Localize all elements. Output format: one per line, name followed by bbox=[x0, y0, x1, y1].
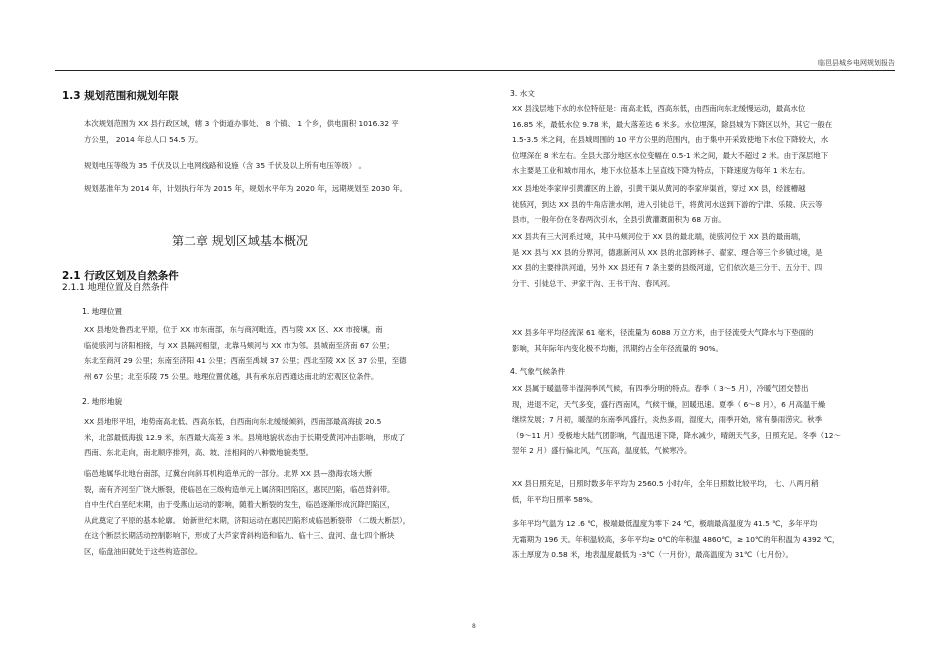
text-line: 是 XX 县与 XX 县的分界河，德惠新河从 XX 县的北部跨林子、翟家、理合等三个乡镇过境，是 bbox=[512, 247, 823, 257]
text-line: 规划基准年为 2014 年，计划执行年为 2015 年，规划水平年为 2020 年，远期规划至 2030 年。 bbox=[84, 184, 408, 193]
text-line: 多年平均气温为 12 .6 ℃，极端最低温度为零下 24 ℃，极端最高温度为 41.5 ℃，多年平均 bbox=[512, 519, 818, 528]
text-line: 徒骇河，到达 XX 县的牛角店泄水闸，进入引徒总干，将黄河水送到下游的宁津、乐陵、庆云等 bbox=[512, 199, 823, 209]
climate-title: 4. 气象气候条件 bbox=[510, 367, 566, 376]
section-1-3-heading: 1.3 规划范围和规划年限 bbox=[62, 90, 179, 102]
text-line: 翌年 2 月）盛行偏北风，气压高，温度低，气候寒冷。 bbox=[512, 446, 692, 456]
text-line: 分干、引徒总干、尹家干沟、王书干沟、春风河。 bbox=[512, 278, 675, 288]
section-2-1-1-heading: 2.1.1 地理位置及自然条件 bbox=[62, 283, 169, 293]
climate-paragraph-1 bbox=[490, 381, 841, 459]
text-line: 无霜期为 196 天。年积温较高，多年平均≥ 0℃的年积温 4860℃，≥ 10℃的年积温为 4392 ℃， bbox=[512, 534, 840, 544]
running-header: 临邑县城乡电网规划报告 bbox=[818, 59, 895, 67]
text-line: 低，年平均日照率 58%。 bbox=[512, 494, 598, 504]
text-line: XX 县共有三大河系过境，其中马颊河位于 XX 县的最北端，徒骇河位于 XX 县的最南端， bbox=[512, 232, 806, 241]
header-rule bbox=[55, 70, 895, 71]
geo-location-paragraph bbox=[62, 322, 407, 384]
text-line: （9～11 月）受极地大陆气团影响，气温迅速下降，降水减少，晴朗天气多，日照充足。冬季（12～ bbox=[512, 430, 841, 440]
topography-paragraph bbox=[62, 414, 405, 461]
text-line: 继续发展；7 月初，暖湿的东南季风盛行，炎热多雨，湿度大，雨季开始，常有暴雨涝灾。秋季 bbox=[512, 415, 823, 425]
text-line: XX 县地处李家岸引黄灌区的上游，引黄干渠从黄河的李家岸渠首，穿过 XX 县，经渡槽越 bbox=[512, 184, 806, 193]
hydrology-title: 3. 水文 bbox=[510, 89, 535, 98]
text-line: 在这个断层长期活动控制影响下，形成了大芦家背斜构造和临九、临十三、盘河、盘七四个断块 bbox=[84, 531, 395, 541]
geo-location-title: 1. 地理位置 bbox=[82, 307, 123, 316]
sunshine-paragraph bbox=[490, 476, 819, 507]
chapter-2-title: 第二章 规划区域基本概况 bbox=[172, 234, 308, 248]
tectonics-paragraph bbox=[62, 466, 410, 560]
hydrology-paragraph-3 bbox=[490, 229, 823, 291]
text-line: 方公里， 2014 年总人口 54.5 万。 bbox=[84, 134, 203, 144]
temperature-paragraph bbox=[490, 516, 839, 563]
text-line: XX 县地形平坦，地势南高北低、西高东低，自西南向东北缓缓倾斜，西南部最高海拔 20.5 bbox=[84, 417, 382, 426]
text-line: 临邑地属华北地台南部，辽冀台向斜耳机构造单元的一部分。北界 XX 县—渤海农场大断 bbox=[84, 469, 373, 478]
text-line: 区，临盘油田就处于这些构造部位。 bbox=[84, 546, 203, 556]
text-line: 东北至商河 29 公里；东南至济阳 41 公里；西南至禹城 37 公里；西北至陵 XX 区 37 公里，至德 bbox=[84, 356, 407, 366]
text-line: XX 县多年平均径流深 61 毫米，径流量为 6088 万立方米，由于径流受大气降水与下垫面的 bbox=[512, 328, 814, 337]
text-line: XX 县属于暖温带半湿润季风气候，有四季分明的特点。春季（ 3～5 月），冷暖气团交替出 bbox=[512, 384, 809, 393]
text-line: 规划电压等级为 35 千伏及以上电网线路和设施（含 35 千伏及以上所有电压等级） 。 bbox=[84, 161, 366, 170]
planning-year-paragraph bbox=[62, 181, 407, 197]
text-line: 县市，一般年份在冬春两次引水，全县引黄灌溉面积为 68 万亩。 bbox=[512, 215, 726, 225]
text-line: 影响，其年际年内变化极不均衡，汛期约占全年径流量的 90%。 bbox=[512, 343, 723, 353]
hydrology-paragraph-1 bbox=[490, 101, 832, 179]
text-line: 从此奠定了平原的基本轮廓。 始新世纪末期，济阳运动在惠民凹陷形成临邑断裂带 （二级大断层）， bbox=[84, 515, 411, 525]
text-line: 位埋深在 8 米左右。全县大部分地区水位变幅在 0.5-1 米之间，最大不超过 2 米。由于深层地下 bbox=[512, 150, 829, 160]
text-line: 本次规划范围为 XX 县行政区域，辖 3 个街道办事处、 8 个镇、 1 个乡，供电面积 1016.32 平 bbox=[84, 119, 399, 128]
text-line: XX 县的主要排洪河道，另外 XX 县还有 7 条主要的县级河道，它们依次是三分干、五分干、四 bbox=[512, 263, 823, 273]
topography-title: 2. 地形地貌 bbox=[82, 397, 123, 406]
text-line: 西南、东北走向，南北顺序排列，高、坡、洼相间的八种微地貌类型。 bbox=[84, 448, 314, 458]
page-number: 8 bbox=[472, 623, 476, 630]
text-line: 自中生代白垩纪末期，由于受燕山运动的影响，随着大断裂的发生，临邑逐渐形成沉降凹陷区， bbox=[84, 500, 395, 510]
text-line: 冻土厚度为 0.58 米，地表温度最低为 -3℃（一月份），最高温度为 31℃（七月份）。 bbox=[512, 550, 793, 560]
text-line: 现，进退不定，天气多变，盛行西南风，气候干燥，回暖迅速。夏季（ 6～8 月），6 月高温干燥 bbox=[512, 399, 826, 409]
text-line: XX 县日照充足，日照时数多年平均为 2560.5 小时/年，全年日照数比较平均， 七、八两月稍 bbox=[512, 479, 819, 488]
text-line: 临徒骇河与济阳相接，与 XX 县隔河相望，北靠马颊河与 XX 市为邻。县城南至济南 67 公里； bbox=[84, 340, 394, 350]
text-line: XX 县浅层地下水的水位特征是：南高北低，西高东低，由西南向东北缓慢运动，最高水位 bbox=[512, 104, 806, 113]
section-2-1-heading: 2.1 行政区划及自然条件 bbox=[62, 270, 179, 282]
hydrology-paragraph-4 bbox=[490, 325, 813, 356]
text-line: 米，北部最低海拔 12.9 米，东西最大高差 3 米。县境地貌状态由于长期受黄河冲击影响， 形成了 bbox=[84, 432, 406, 442]
text-line: 州 67 公里；北至乐陵 75 公里。地理位置优越，具有承东启西通达南北的宏观区位条件。 bbox=[84, 371, 379, 381]
hydrology-paragraph-2 bbox=[490, 181, 822, 228]
text-line: 1.5-3.5 米之间，在县城周围的 10 平方公里的范围内，由于集中开采致使地下水位下降较大，水 bbox=[512, 135, 829, 145]
text-line: 裂，南有齐河至广饶大断裂，使临邑在三级构造单元上属济阳凹陷区，惠民凹陷，临邑背斜带。 bbox=[84, 484, 395, 494]
text-line: XX 县地处鲁西北平原，位于 XX 市东南部，东与商河毗连，西与陵 XX 区、XX 市接壤，南 bbox=[84, 325, 383, 334]
text-line: 水主要是工业和城市用水，地下水位基本上呈直线下降为特点，下降速度为每年 1 米左右。 bbox=[512, 166, 810, 176]
voltage-level-paragraph bbox=[62, 158, 366, 174]
scope-paragraph bbox=[62, 116, 399, 147]
text-line: 16.85 米，最低水位 9.78 米，最大落差达 6 米多。水位埋深，除县城为下降区以外，其它一般在 bbox=[512, 119, 833, 129]
